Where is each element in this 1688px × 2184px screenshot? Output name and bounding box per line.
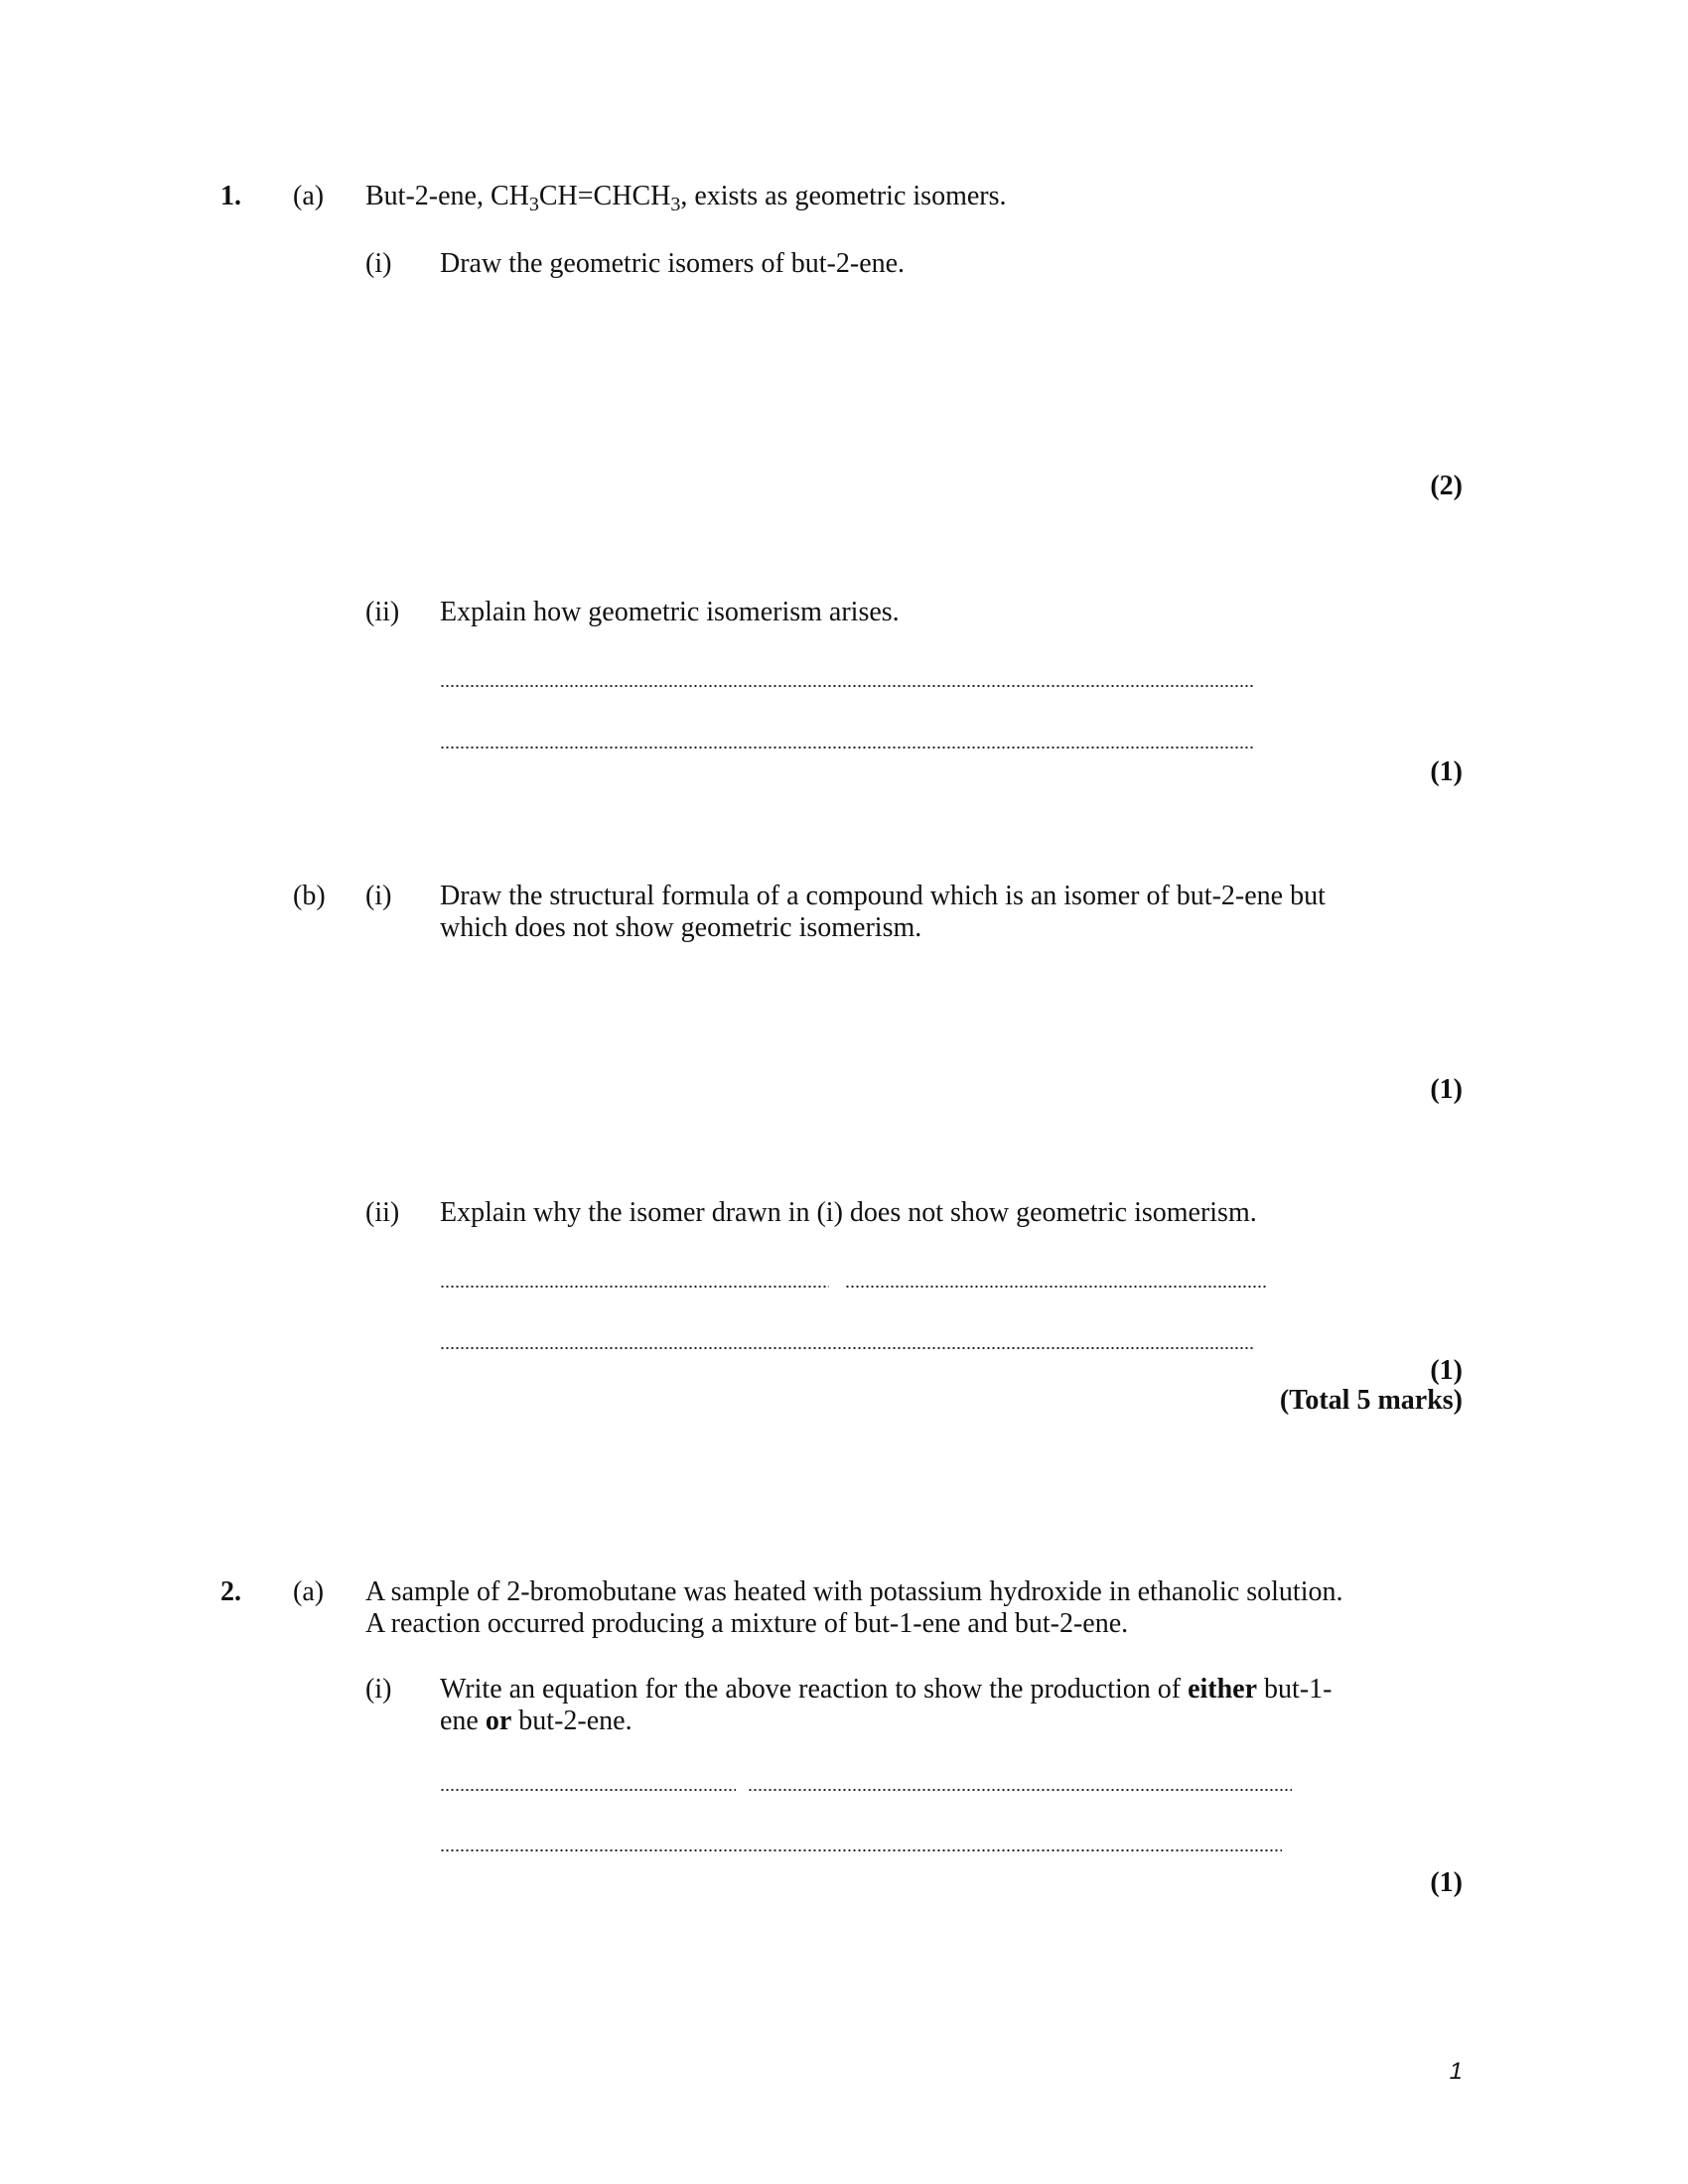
answer-line-1b-ii-1a[interactable] (440, 1286, 829, 1288)
marks-1b-i: (1) (1430, 1074, 1463, 1105)
marks-1a-i: (2) (1430, 471, 1463, 501)
question-2a-i-line1: Write an equation for the above reaction to show the production of either but-1- (440, 1674, 1333, 1705)
total-marks-q1: (Total 5 marks) (1279, 1385, 1463, 1416)
question-number-1: 1. (220, 181, 241, 211)
subpart-label-1a-i: (i) (365, 248, 392, 279)
answer-line-2a-i-2[interactable] (440, 1849, 1282, 1851)
answer-line-2a-i-1b[interactable] (748, 1789, 1292, 1791)
subpart-label-1b-ii: (ii) (365, 1197, 400, 1228)
part-label-1a: (a) (293, 181, 325, 211)
subpart-label-1a-ii: (ii) (365, 597, 400, 627)
answer-line-1a-ii-2[interactable] (440, 747, 1254, 749)
question-2a-line1: A sample of 2-bromobutane was heated with potassium hydroxide in ethanolic solution. (365, 1576, 1343, 1607)
page-number: 1 (1449, 2058, 1463, 2085)
part-label-2a: (a) (293, 1576, 325, 1607)
question-1a-stem: But-2-ene, $CH_3CH=CHCH_3$, exists as geometric isomers. (365, 181, 1007, 215)
answer-line-2a-i-1a[interactable] (440, 1789, 736, 1791)
question-1b-ii-text: Explain why the isomer drawn in (i) does not show geometric isomerism. (440, 1197, 1257, 1228)
question-1b-i-line1: Draw the structural formula of a compound which is an isomer of but-2-ene but (440, 881, 1326, 911)
marks-2a-i: (1) (1430, 1867, 1463, 1898)
subpart-label-1b-i: (i) (365, 881, 392, 911)
question-number-2: 2. (220, 1576, 241, 1607)
answer-line-1b-ii-2[interactable] (440, 1347, 1254, 1349)
marks-1a-ii: (1) (1430, 756, 1463, 787)
part-label-1b: (b) (293, 881, 326, 911)
question-1a-i-text: Draw the geometric isomers of but-2-ene. (440, 248, 906, 279)
marks-1b-ii: (1) (1430, 1355, 1463, 1386)
question-2a-i-line2: ene or but-2-ene. (440, 1706, 633, 1736)
subpart-label-2a-i: (i) (365, 1674, 392, 1705)
answer-line-1a-ii-1[interactable] (440, 685, 1254, 687)
question-2a-line2: A reaction occurred producing a mixture of but-1-ene and but-2-ene. (365, 1608, 1129, 1639)
question-1b-i-line2: which does not show geometric isomerism. (440, 912, 922, 943)
answer-line-1b-ii-1b[interactable] (845, 1286, 1266, 1288)
question-1a-ii-text: Explain how geometric isomerism arises. (440, 597, 900, 627)
